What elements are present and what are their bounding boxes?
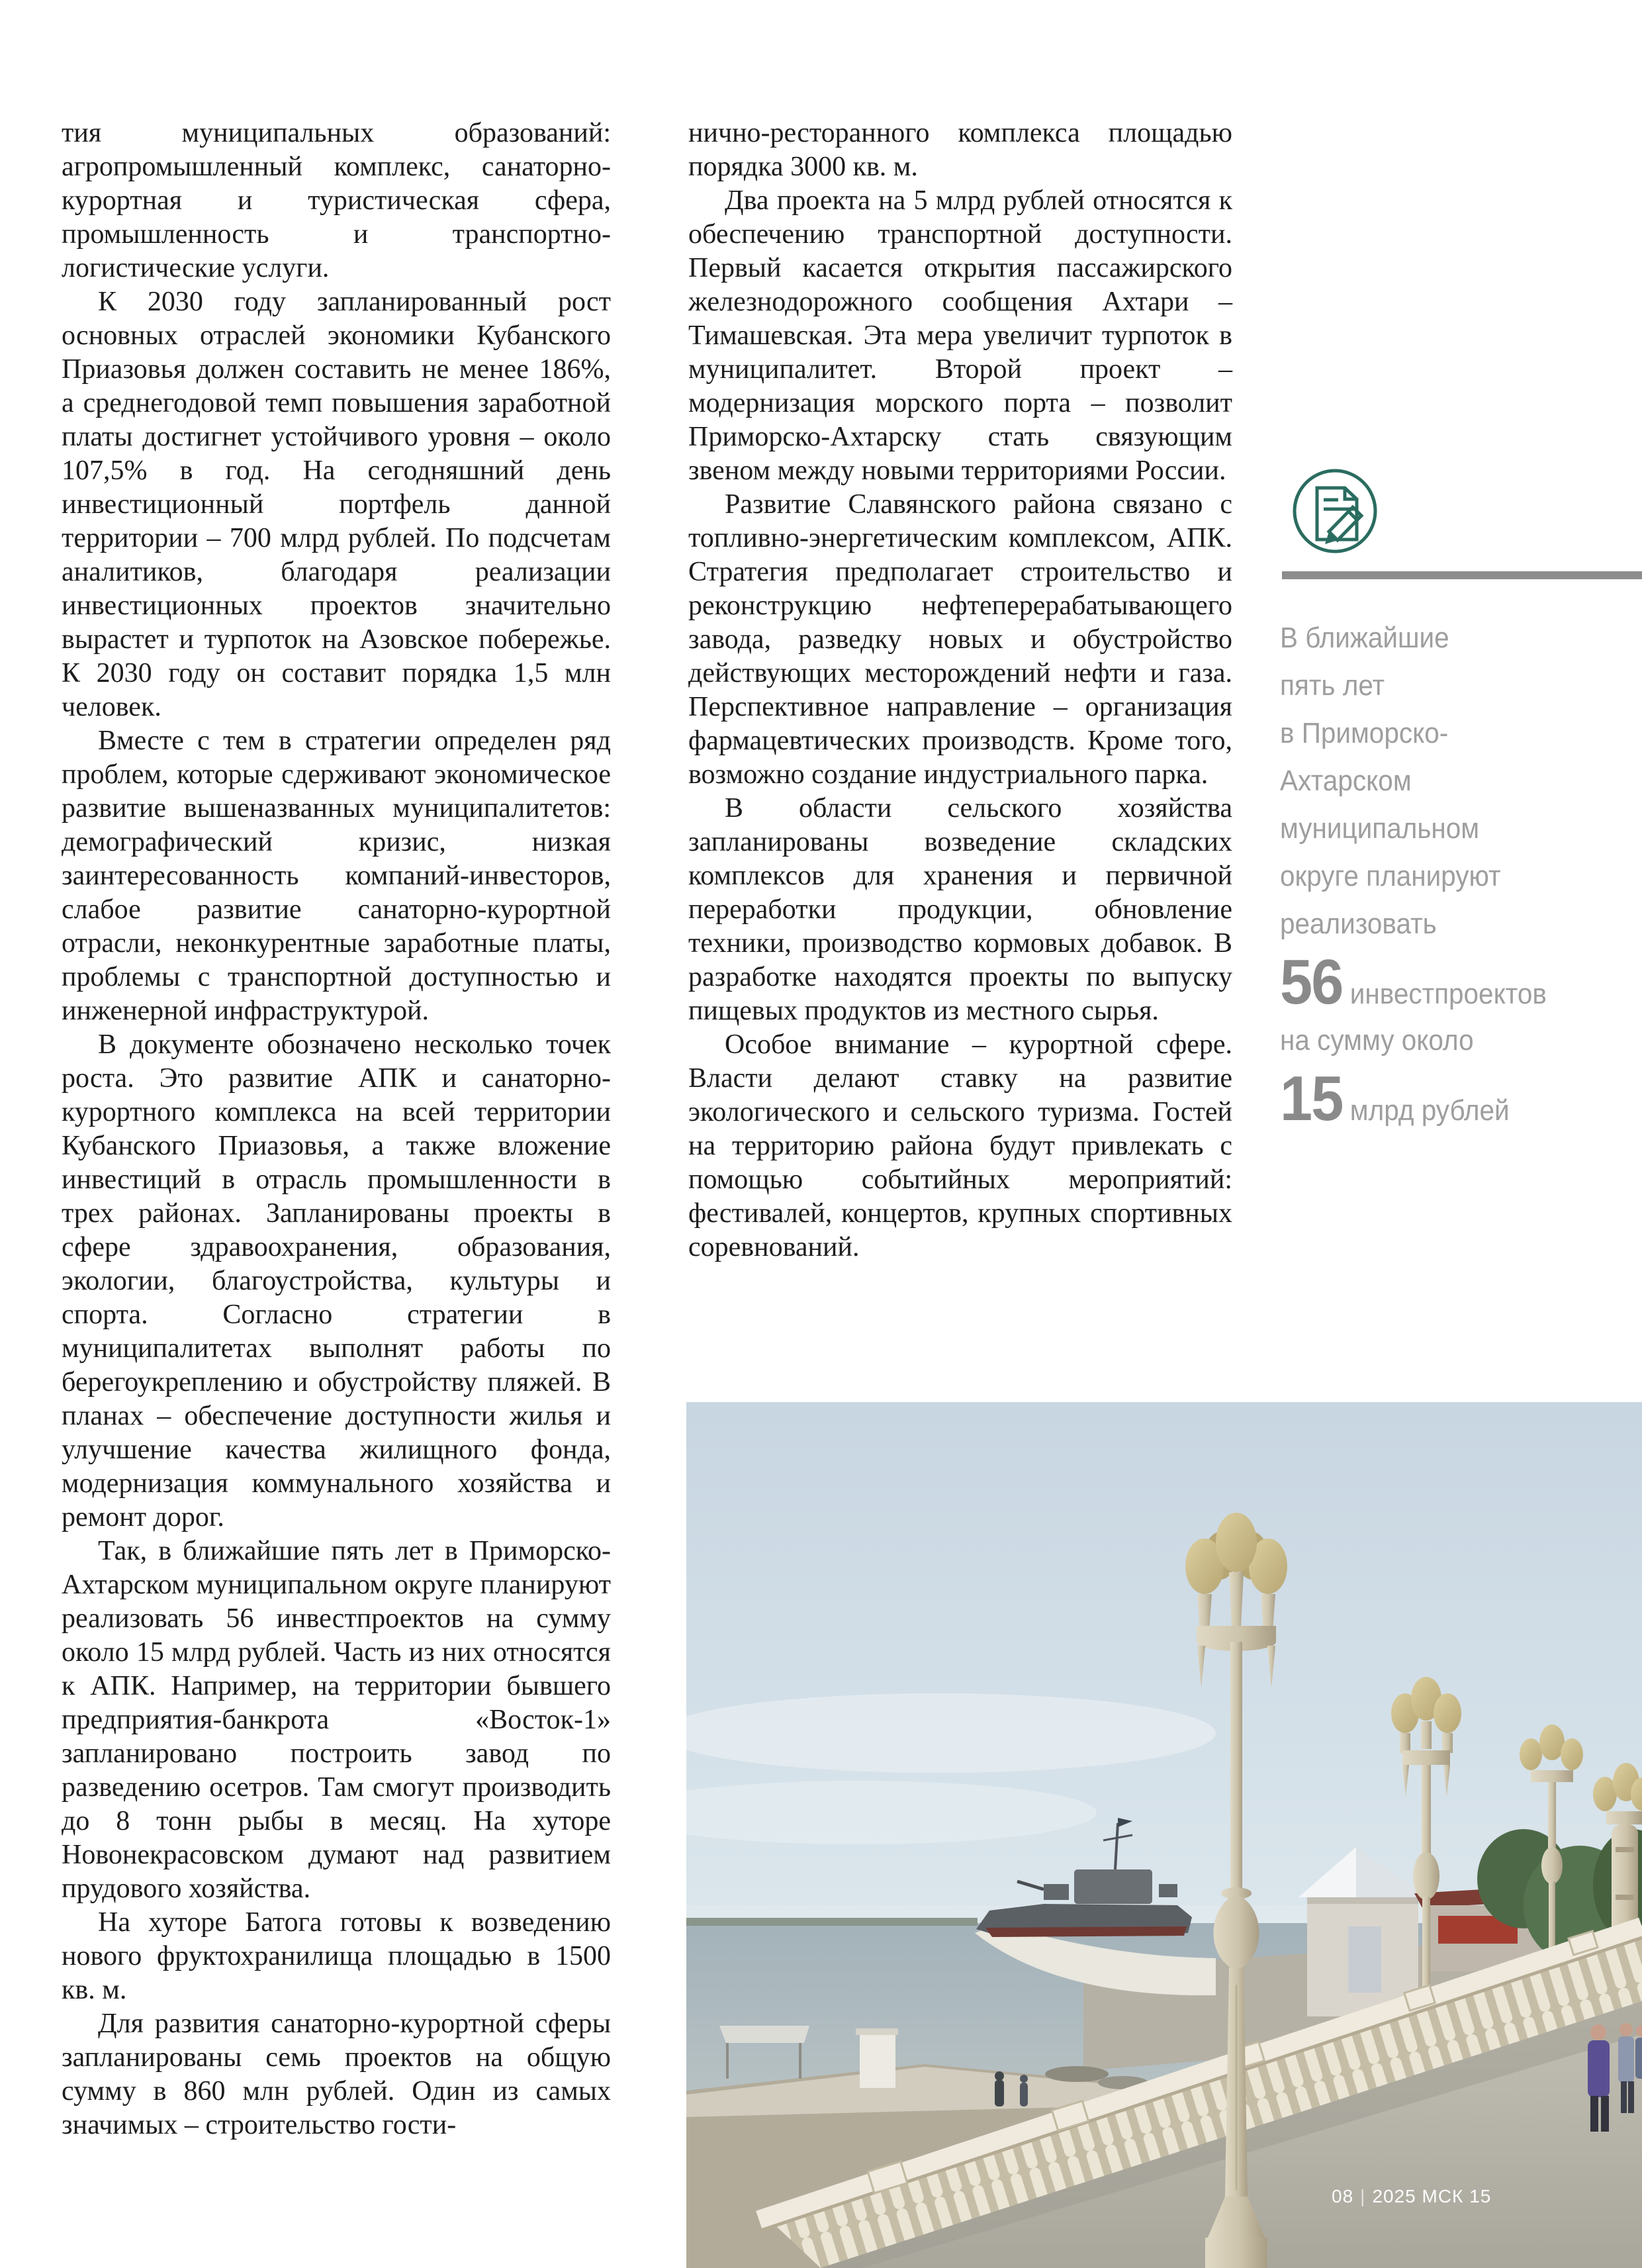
footer-separator: | (1360, 2186, 1366, 2206)
paragraph: нично-ресторанного комплекса площадью порядка 3000 кв. м. (688, 118, 1232, 182)
callout-line (1280, 805, 1631, 853)
callout-line-text: на сумму около (1280, 1024, 1474, 1057)
sidebar-divider (1282, 571, 1642, 579)
paragraph: Два проекта на 5 млрд рублей относятся к обеспечению транспортной доступности. Первый касается открытия пассажирского железнодорожного сообщения Ахтари – Тимашевская. Эта мера увеличит турпоток в муниципалитет. Второй проект – модернизация морского порта – позволит Приморско-Ахтарску стать связующим звеном между новыми территориями России. (688, 185, 1232, 486)
callout-line-text: реализовать (1280, 908, 1437, 940)
paragraph: К 2030 году запланированный рост основных отраслей экономики Кубанского Приазовья должен составить не менее 186%, а среднегодовой темп повышения заработной платы достигнет устойчивого уровня – около 107,5% в год. На сегодняшний день инвестиционный портфель данной территории – 700 млрд рублей. По подсчетам аналитиков, благодаря реализации инвестиционных проектов значительно вырастет и турпоток на Азовское побережье. К 2030 году он составит порядка 1,5 млн человек. (62, 287, 611, 722)
callout-number-label: млрд рублей (1342, 1094, 1510, 1127)
footer-issue: 2025 МСК 15 (1372, 2186, 1492, 2206)
paragraph: В области сельского хозяйства запланированы возведение складских комплексов для хранения и первичной переработки продукции, обновление техники, производство кормовых добавок. В разработке находятся проекты по выпуску пищевых продуктов из местного сырья. (688, 793, 1232, 1026)
paragraph: Особое внимание – курортной сфере. Власти делают ставку на развитие экологического и сельского туризма. Гостей на территорию района будут привлекать с помощью событийных мероприятий: фестивалей, концертов, крупных спортивных соревнований. (688, 1029, 1232, 1262)
callout-line-text: в Приморско- (1280, 717, 1449, 749)
promenade-photo (686, 1402, 1642, 2268)
callout-number: 56 (1280, 947, 1343, 1017)
column-left (62, 117, 611, 2142)
callout-number: 15 (1280, 1063, 1343, 1134)
callout-line (1280, 853, 1631, 900)
callout-number-label: инвестпроектов (1342, 978, 1547, 1010)
callout-line-text: Ахтарском (1280, 765, 1412, 797)
callout-number-line (1280, 1064, 1631, 1133)
paragraph: На хуторе Батога готовы к возведению нового фруктохранилища площадью в 1500 кв. м. (62, 1907, 611, 2005)
callout-line-text: округе планируют (1280, 860, 1501, 892)
paragraph: тия муниципальных образований: агропромышленный комплекс, санаторно-курортная и туристическая сфера, промышленность и транспортно-логистические услуги. (62, 118, 611, 283)
column-right (688, 117, 1232, 1264)
callout-line-text: пять лет (1280, 669, 1385, 702)
callout-line-text: В ближайшие (1280, 622, 1449, 654)
callout-line (1280, 614, 1631, 662)
paragraph: Развитие Славянского района связано с топливно-энергетическим комплексом, АПК. Стратегия предполагает строительство и реконструкцию нефтеперерабатывающего завода, разведку новых и обустройство действующих месторождений нефти и газа. Перспективное направление – организация фармацевтических производств. Кроме того, возможно создание индустриального парка. (688, 489, 1232, 790)
callout-line (1280, 757, 1631, 805)
callout-line-text (1280, 1064, 1510, 1145)
document-edit-icon (1289, 465, 1381, 557)
callout-number-line (1280, 948, 1631, 1017)
page-footer (1332, 2186, 1491, 2207)
callout-line (1280, 662, 1631, 710)
paragraph: В документе обозначено несколько точек роста. Это развитие АПК и санаторно-курортного комплекса на всей территории Кубанского Приазовья, а также вложение инвестиций в отрасль промышленности в трех районах. Запланированы проекты в сфере здравоохранения, образования, экологии, благоустройства, культуры и спорта. Согласно стратегии в муниципалитетах выполнят работы по берегоукреплению и обустройству пляжей. В планах – обеспечение доступности жилья и улучшение качества жилищного фонда, модернизация коммунального хозяйства и ремонт дорог. (62, 1029, 611, 1533)
callout-line (1280, 710, 1631, 757)
paragraph: Для развития санаторно-курортной сферы запланированы семь проектов на общую сумму в 860 млн рублей. Один из самых значимых – строительство гости- (62, 2008, 611, 2140)
callout-line-text: муниципальном (1280, 812, 1480, 845)
footer-page-number: 08 (1332, 2186, 1354, 2206)
paragraph: Так, в ближайшие пять лет в Приморско-Ахтарском муниципальном округе планируют реализовать 56 инвестпроектов на сумму около 15 млрд рублей. Часть из них относятся к АПК. Например, на территории бывшего предприятия-банкрота «Восток-1» запланировано построить завод по разведению осетров. Там смогут производить до 8 тонн рыбы в месяц. На хуторе Новонекрасовском думают над развитием прудового хозяйства. (62, 1536, 611, 1904)
callout-line (1280, 900, 1631, 948)
sidebar-callout (1280, 614, 1631, 1133)
paragraph: Вместе с тем в стратегии определен ряд проблем, которые сдерживают экономическое развитие вышеназванных муниципалитетов: демографический кризис, низкая заинтересованность компаний-инвесторов, слабое развитие санаторно-курортной отрасли, неконкурентные заработные платы, проблемы с транспортной доступностью и инженерной инфраструктурой. (62, 726, 611, 1026)
callout-line (1280, 1017, 1631, 1064)
